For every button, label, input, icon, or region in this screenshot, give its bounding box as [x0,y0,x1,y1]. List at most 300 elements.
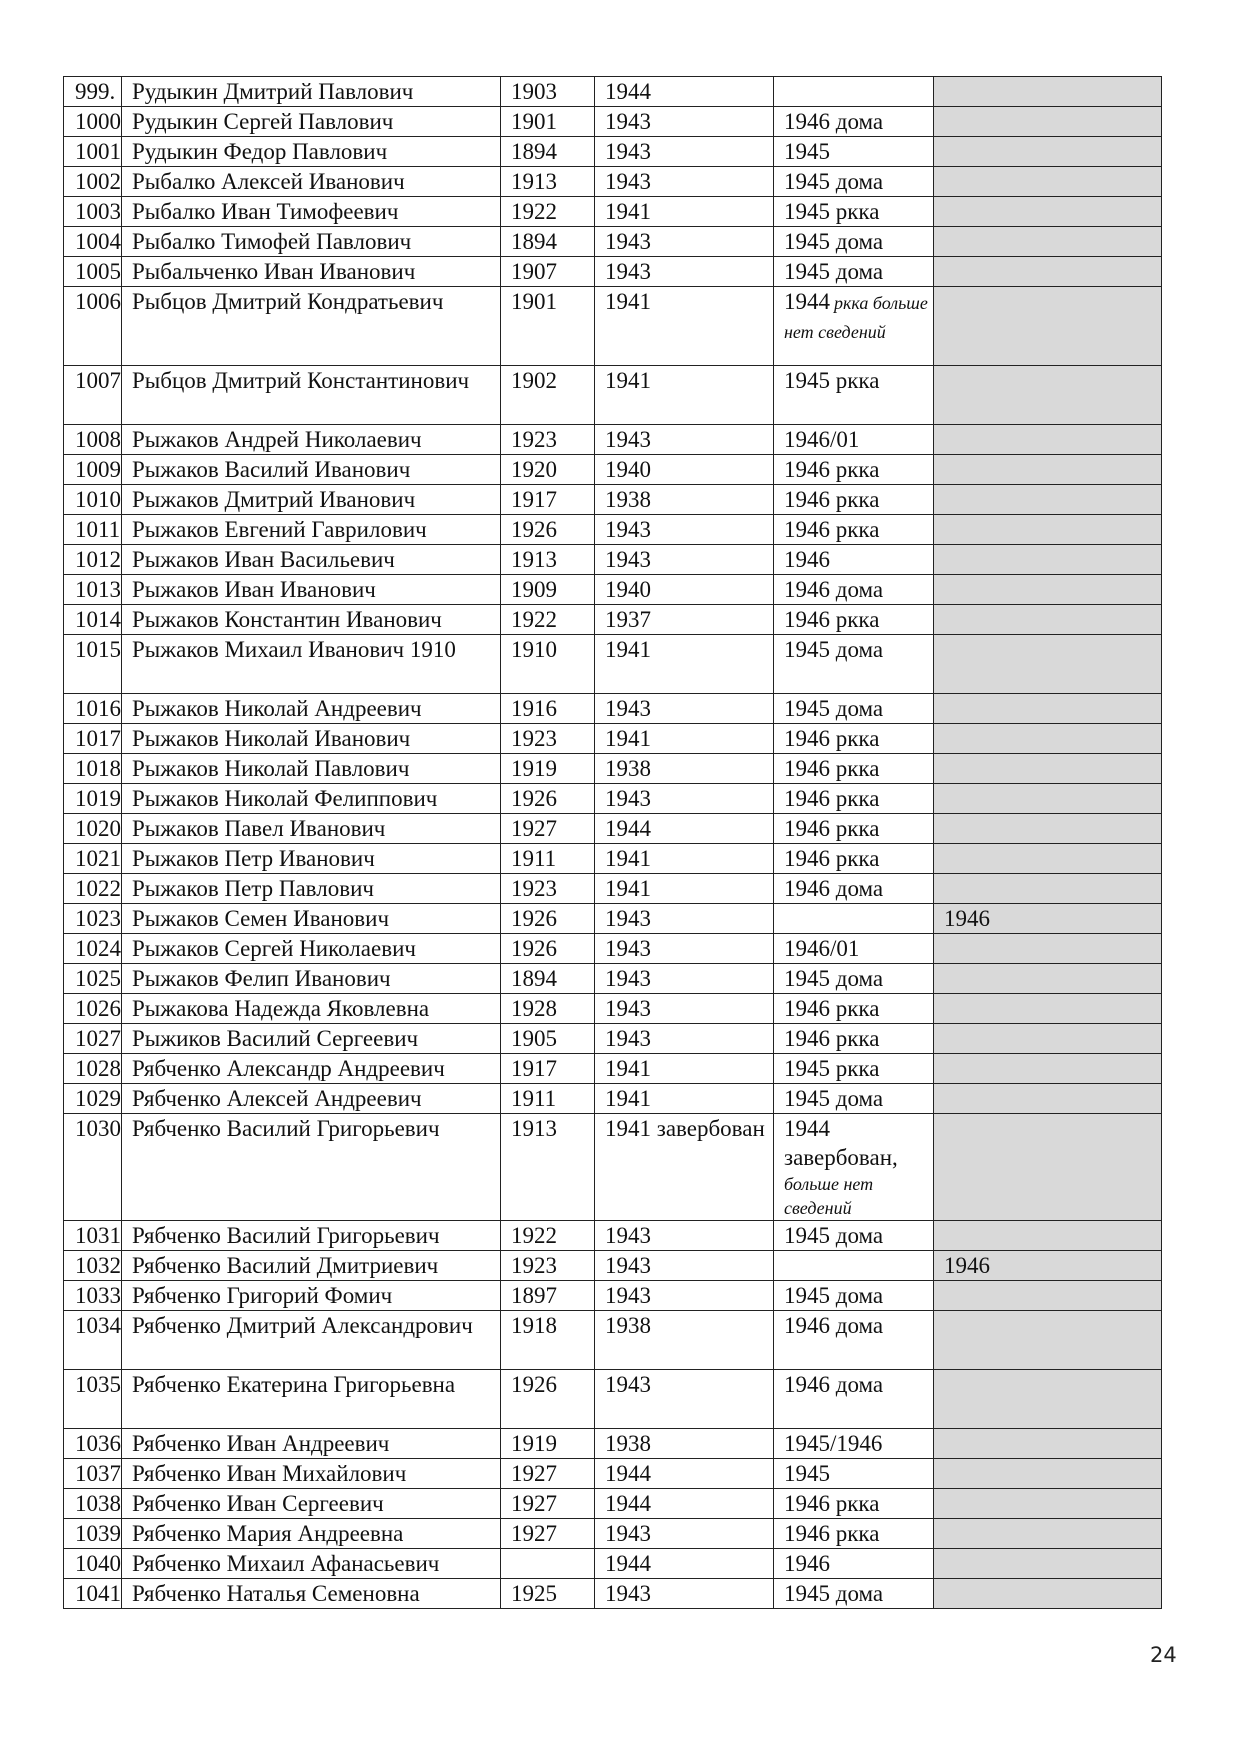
person-name [122,425,501,455]
return-info-text: 1946 ркка [784,726,880,751]
birth-year-text: 1919 [511,756,557,781]
departure-year-text: 1943 [605,1521,651,1546]
birth-year-text: 1926 [511,517,557,542]
person-name-text: Рябченко Александр Андреевич [132,1056,445,1081]
person-name-text: Рыжаков Николай Фелиппович [132,786,438,811]
departure-year-text: 1937 [605,607,651,632]
return-info-text: 1945 дома [784,1086,884,1111]
person-name-text: Рыжаков Евгений Гаврилович [132,517,427,542]
return-info-text: 1946 дома [784,109,884,134]
person-name [122,964,501,994]
return-info [774,724,934,754]
person-name-text: Рябченко Иван Сергеевич [132,1491,384,1516]
row-number [64,257,122,287]
table-row [64,934,1162,964]
row-number [64,1281,122,1311]
return-info [774,107,934,137]
table-row [64,1084,1162,1114]
row-number [64,754,122,784]
table-row [64,1519,1162,1549]
table-row [64,964,1162,994]
person-name-text: Рябченко Василий Григорьевич [132,1116,440,1141]
departure-year [595,635,774,694]
person-name-text: Рыжаков Николай Андреевич [132,696,422,721]
birth-year-text: 1918 [511,1313,557,1338]
return-info [774,287,934,366]
return-info-text: 1946/01 [784,427,860,452]
row-number [64,575,122,605]
person-name-text: Рыжаков Николай Иванович [132,726,411,751]
return-info [774,1429,934,1459]
birth-year-text: 1923 [511,427,557,452]
row-number [64,1429,122,1459]
row-number [64,227,122,257]
departure-year [595,366,774,425]
departure-year-text: 1943 [605,1253,651,1278]
return-info [774,515,934,545]
person-name-text: Рыбалко Алексей Иванович [132,169,405,194]
person-name [122,874,501,904]
person-name-text: Рябченко Алексей Андреевич [132,1086,422,1111]
row-number [64,1579,122,1609]
extra-info [934,1084,1162,1114]
departure-year [595,1054,774,1084]
person-name [122,1114,501,1221]
person-name [122,77,501,107]
return-info-text: 1945 ркка [784,199,880,224]
row-number [64,1489,122,1519]
birth-year [501,287,595,366]
row-number-text: 1013 [75,577,121,602]
return-info-text: 1946 ркка [784,517,880,542]
row-number-text: 1028 [75,1056,121,1081]
departure-year [595,1579,774,1609]
person-name-text: Рыжаков Иван Иванович [132,577,376,602]
person-name [122,107,501,137]
row-number [64,137,122,167]
birth-year [501,366,595,425]
return-info-text: 1945 дома [784,637,884,662]
person-name-text: Рыжаков Сергей Николаевич [132,936,416,961]
row-number [64,1054,122,1084]
departure-year-text: 1943 [605,547,651,572]
birth-year-text: 1911 [511,1086,557,1111]
return-info-text: 1946 ркка [784,996,880,1021]
departure-year [595,1311,774,1370]
row-number-text: 1008 [75,427,121,452]
person-name-text: Рыжаков Иван Васильевич [132,547,395,572]
return-info-text: 1946 ркка [784,1491,880,1516]
row-number [64,1114,122,1221]
departure-year [595,844,774,874]
person-name-text: Рыжаков Петр Иванович [132,846,375,871]
row-number [64,1251,122,1281]
row-number [64,455,122,485]
birth-year [501,1054,595,1084]
birth-year-text: 1926 [511,786,557,811]
departure-year-text: 1941 [605,368,651,393]
birth-year-text: 1923 [511,726,557,751]
table-row [64,874,1162,904]
table-row [64,724,1162,754]
return-info-text: 1945 дома [784,229,884,254]
row-number-text: 1000 [75,109,121,134]
person-name [122,724,501,754]
person-name-text: Рябченко Василий Дмитриевич [132,1253,439,1278]
departure-year [595,287,774,366]
extra-info [934,1459,1162,1489]
birth-year [501,197,595,227]
return-info [774,814,934,844]
row-number [64,515,122,545]
person-name [122,1370,501,1429]
row-number-text: 1027 [75,1026,121,1051]
table-row [64,1114,1162,1221]
row-number [64,485,122,515]
birth-year [501,1370,595,1429]
departure-year [595,455,774,485]
birth-year [501,425,595,455]
person-name [122,784,501,814]
row-number-text: 1029 [75,1086,121,1111]
table-row [64,1549,1162,1579]
birth-year [501,1579,595,1609]
return-info-text: 1946 ркка [784,607,880,632]
return-info [774,485,934,515]
row-number-text: 1014 [75,607,121,632]
table-row [64,844,1162,874]
person-name [122,635,501,694]
row-number [64,167,122,197]
person-name [122,844,501,874]
birth-year-text: 1926 [511,936,557,961]
departure-year-text: 1943 [605,696,651,721]
birth-year [501,844,595,874]
row-number-text: 1040 [75,1551,121,1576]
person-name [122,1251,501,1281]
row-number-text: 1023 [75,906,121,931]
table-row [64,197,1162,227]
row-number [64,934,122,964]
table-row [64,1054,1162,1084]
birth-year-text: 1927 [511,816,557,841]
table-row [64,107,1162,137]
return-info [774,1370,934,1429]
row-number-text: 1035 [75,1372,121,1397]
return-info [774,167,934,197]
departure-year [595,1519,774,1549]
table-row [64,605,1162,635]
row-number [64,964,122,994]
departure-year-text: 1943 [605,517,651,542]
departure-year-text: 1943 [605,936,651,961]
departure-year-text: 1941 [605,1086,651,1111]
birth-year-text: 1927 [511,1461,557,1486]
return-info [774,425,934,455]
departure-year-text: 1943 [605,1372,651,1397]
person-name-text: Рыжаков Дмитрий Иванович [132,487,416,512]
person-name-text: Рыбалко Тимофей Павлович [132,229,412,254]
row-number-text: 1033 [75,1283,121,1308]
return-info-text: 1945 дома [784,696,884,721]
birth-year [501,575,595,605]
departure-year-text: 1943 [605,996,651,1021]
birth-year [501,257,595,287]
birth-year [501,635,595,694]
row-number-text: 1038 [75,1491,121,1516]
extra-info [934,754,1162,784]
departure-year [595,1114,774,1221]
table-row [64,366,1162,425]
departure-year-text: 1941 [605,846,651,871]
departure-year-text: 1943 [605,966,651,991]
return-info [774,934,934,964]
person-name [122,485,501,515]
table-row [64,754,1162,784]
person-name [122,515,501,545]
row-number [64,1084,122,1114]
table-row [64,1429,1162,1459]
return-info-text: 1945 дома [784,169,884,194]
person-name [122,1519,501,1549]
departure-year [595,1084,774,1114]
birth-year [501,515,595,545]
table-row [64,1251,1162,1281]
birth-year-text: 1903 [511,79,557,104]
birth-year-text: 1919 [511,1431,557,1456]
departure-year [595,1459,774,1489]
extra-info [934,934,1162,964]
return-info [774,1579,934,1609]
extra-info [934,137,1162,167]
table-row [64,287,1162,366]
departure-year-text: 1943 [605,1223,651,1248]
return-info-text: 1945 ркка [784,368,880,393]
return-info-text: 1945 [784,139,830,164]
table-row [64,994,1162,1024]
row-number [64,107,122,137]
table-row [64,1579,1162,1609]
birth-year-text: 1917 [511,1056,557,1081]
return-info [774,844,934,874]
return-info-text: 1946 ркка [784,1026,880,1051]
return-info [774,904,934,934]
row-number [64,366,122,425]
departure-year-text: 1943 [605,139,651,164]
departure-year [595,425,774,455]
person-name [122,1221,501,1251]
return-info-text: 1944 [784,289,830,314]
departure-year [595,77,774,107]
departure-year-text: 1943 [605,906,651,931]
birth-year-text: 1894 [511,966,557,991]
return-info [774,137,934,167]
birth-year [501,1281,595,1311]
birth-year-text: 1910 [511,637,557,662]
departure-year-text: 1941 [605,1056,651,1081]
departure-year [595,1429,774,1459]
return-info [774,605,934,635]
birth-year-text: 1925 [511,1581,557,1606]
departure-year [595,545,774,575]
birth-year [501,1221,595,1251]
birth-year [501,934,595,964]
person-name [122,1489,501,1519]
row-number-text: 1041 [75,1581,121,1606]
person-name [122,197,501,227]
birth-year [501,455,595,485]
departure-year [595,814,774,844]
birth-year-text: 1913 [511,547,557,572]
return-info [774,1054,934,1084]
birth-year-text: 1905 [511,1026,557,1051]
row-number-text: 1024 [75,936,121,961]
birth-year [501,1519,595,1549]
birth-year-text: 1922 [511,199,557,224]
extra-info [934,635,1162,694]
extra-info [934,904,1162,934]
person-name-text: Рябченко Мария Андреевна [132,1521,404,1546]
return-info-text: 1946 ркка [784,786,880,811]
departure-year [595,1489,774,1519]
departure-year [595,904,774,934]
table-row [64,694,1162,724]
birth-year [501,605,595,635]
return-info-text: 1946 ркка [784,816,880,841]
row-number-text: 1010 [75,487,121,512]
birth-year-text: 1913 [511,1116,557,1141]
row-number-text: 1026 [75,996,121,1021]
extra-info [934,964,1162,994]
extra-info [934,257,1162,287]
person-name-text: Рудыкин Сергей Павлович [132,109,394,134]
extra-info [934,1251,1162,1281]
departure-year-text: 1941 [605,289,651,314]
birth-year [501,814,595,844]
extra-info [934,485,1162,515]
row-number-text: 1039 [75,1521,121,1546]
row-number-text: 1034 [75,1313,121,1338]
return-info [774,455,934,485]
return-info-text: 1946 ркка [784,846,880,871]
table-row [64,545,1162,575]
return-info [774,874,934,904]
birth-year [501,904,595,934]
return-info-text: 1945 дома [784,1581,884,1606]
person-name-text: Рыжаков Константин Иванович [132,607,442,632]
extra-info [934,366,1162,425]
row-number [64,197,122,227]
person-name-text: Рябченко Дмитрий Александрович [132,1313,473,1338]
return-info [774,1084,934,1114]
table-row [64,814,1162,844]
row-number [64,784,122,814]
row-number [64,694,122,724]
row-number [64,1370,122,1429]
birth-year [501,227,595,257]
return-info [774,1024,934,1054]
return-info-text: 1946 дома [784,876,884,901]
return-info-text: 1946 ркка [784,1521,880,1546]
person-name [122,137,501,167]
row-number [64,814,122,844]
row-number [64,1024,122,1054]
departure-year-text: 1941 [605,876,651,901]
person-name-text: Рыжаков Семен Иванович [132,906,390,931]
birth-year-text: 1907 [511,259,557,284]
roster-table [63,76,1162,1609]
departure-year-text: 1938 [605,1313,651,1338]
departure-year-text: 1938 [605,487,651,512]
extra-info [934,1311,1162,1370]
extra-info-text: 1946 [944,1253,990,1278]
return-info-text: 1946 дома [784,1372,884,1397]
row-number [64,1221,122,1251]
return-info [774,77,934,107]
row-number [64,904,122,934]
roster-body [64,77,1162,1609]
table-row [64,784,1162,814]
departure-year-text: 1943 [605,427,651,452]
person-name [122,1024,501,1054]
extra-info [934,784,1162,814]
birth-year [501,1459,595,1489]
departure-year [595,515,774,545]
table-row [64,455,1162,485]
departure-year-text: 1943 [605,109,651,134]
departure-year [595,137,774,167]
table-row [64,1459,1162,1489]
birth-year [501,1429,595,1459]
extra-info [934,167,1162,197]
departure-year-text: 1943 [605,1283,651,1308]
person-name-text: Рыжаков Фелип Иванович [132,966,391,991]
birth-year [501,754,595,784]
birth-year-text: 1913 [511,169,557,194]
person-name [122,904,501,934]
birth-year [501,1024,595,1054]
departure-year [595,605,774,635]
row-number-text: 1018 [75,756,121,781]
row-number-text: 1036 [75,1431,121,1456]
extra-info [934,1281,1162,1311]
departure-year [595,994,774,1024]
departure-year-text: 1938 [605,756,651,781]
extra-info [934,575,1162,605]
person-name [122,257,501,287]
birth-year-text: 1909 [511,577,557,602]
person-name-text: Рыбцов Дмитрий Кондратьевич [132,289,444,314]
birth-year-text: 1894 [511,229,557,254]
extra-info [934,694,1162,724]
person-name-text: Рыжиков Василий Сергеевич [132,1026,419,1051]
return-info [774,694,934,724]
row-number-text: 1012 [75,547,121,572]
person-name [122,227,501,257]
departure-year-text: 1944 [605,816,651,841]
extra-info [934,1114,1162,1221]
row-number-text: 1001 [75,139,121,164]
person-name-text: Рыжаков Павел Иванович [132,816,386,841]
row-number-text: 1030 [75,1116,121,1141]
row-number-text: 1004 [75,229,121,254]
departure-year-text: 1944 [605,1551,651,1576]
table-row [64,1024,1162,1054]
table-row [64,137,1162,167]
birth-year [501,724,595,754]
return-info [774,366,934,425]
extra-info [934,1024,1162,1054]
